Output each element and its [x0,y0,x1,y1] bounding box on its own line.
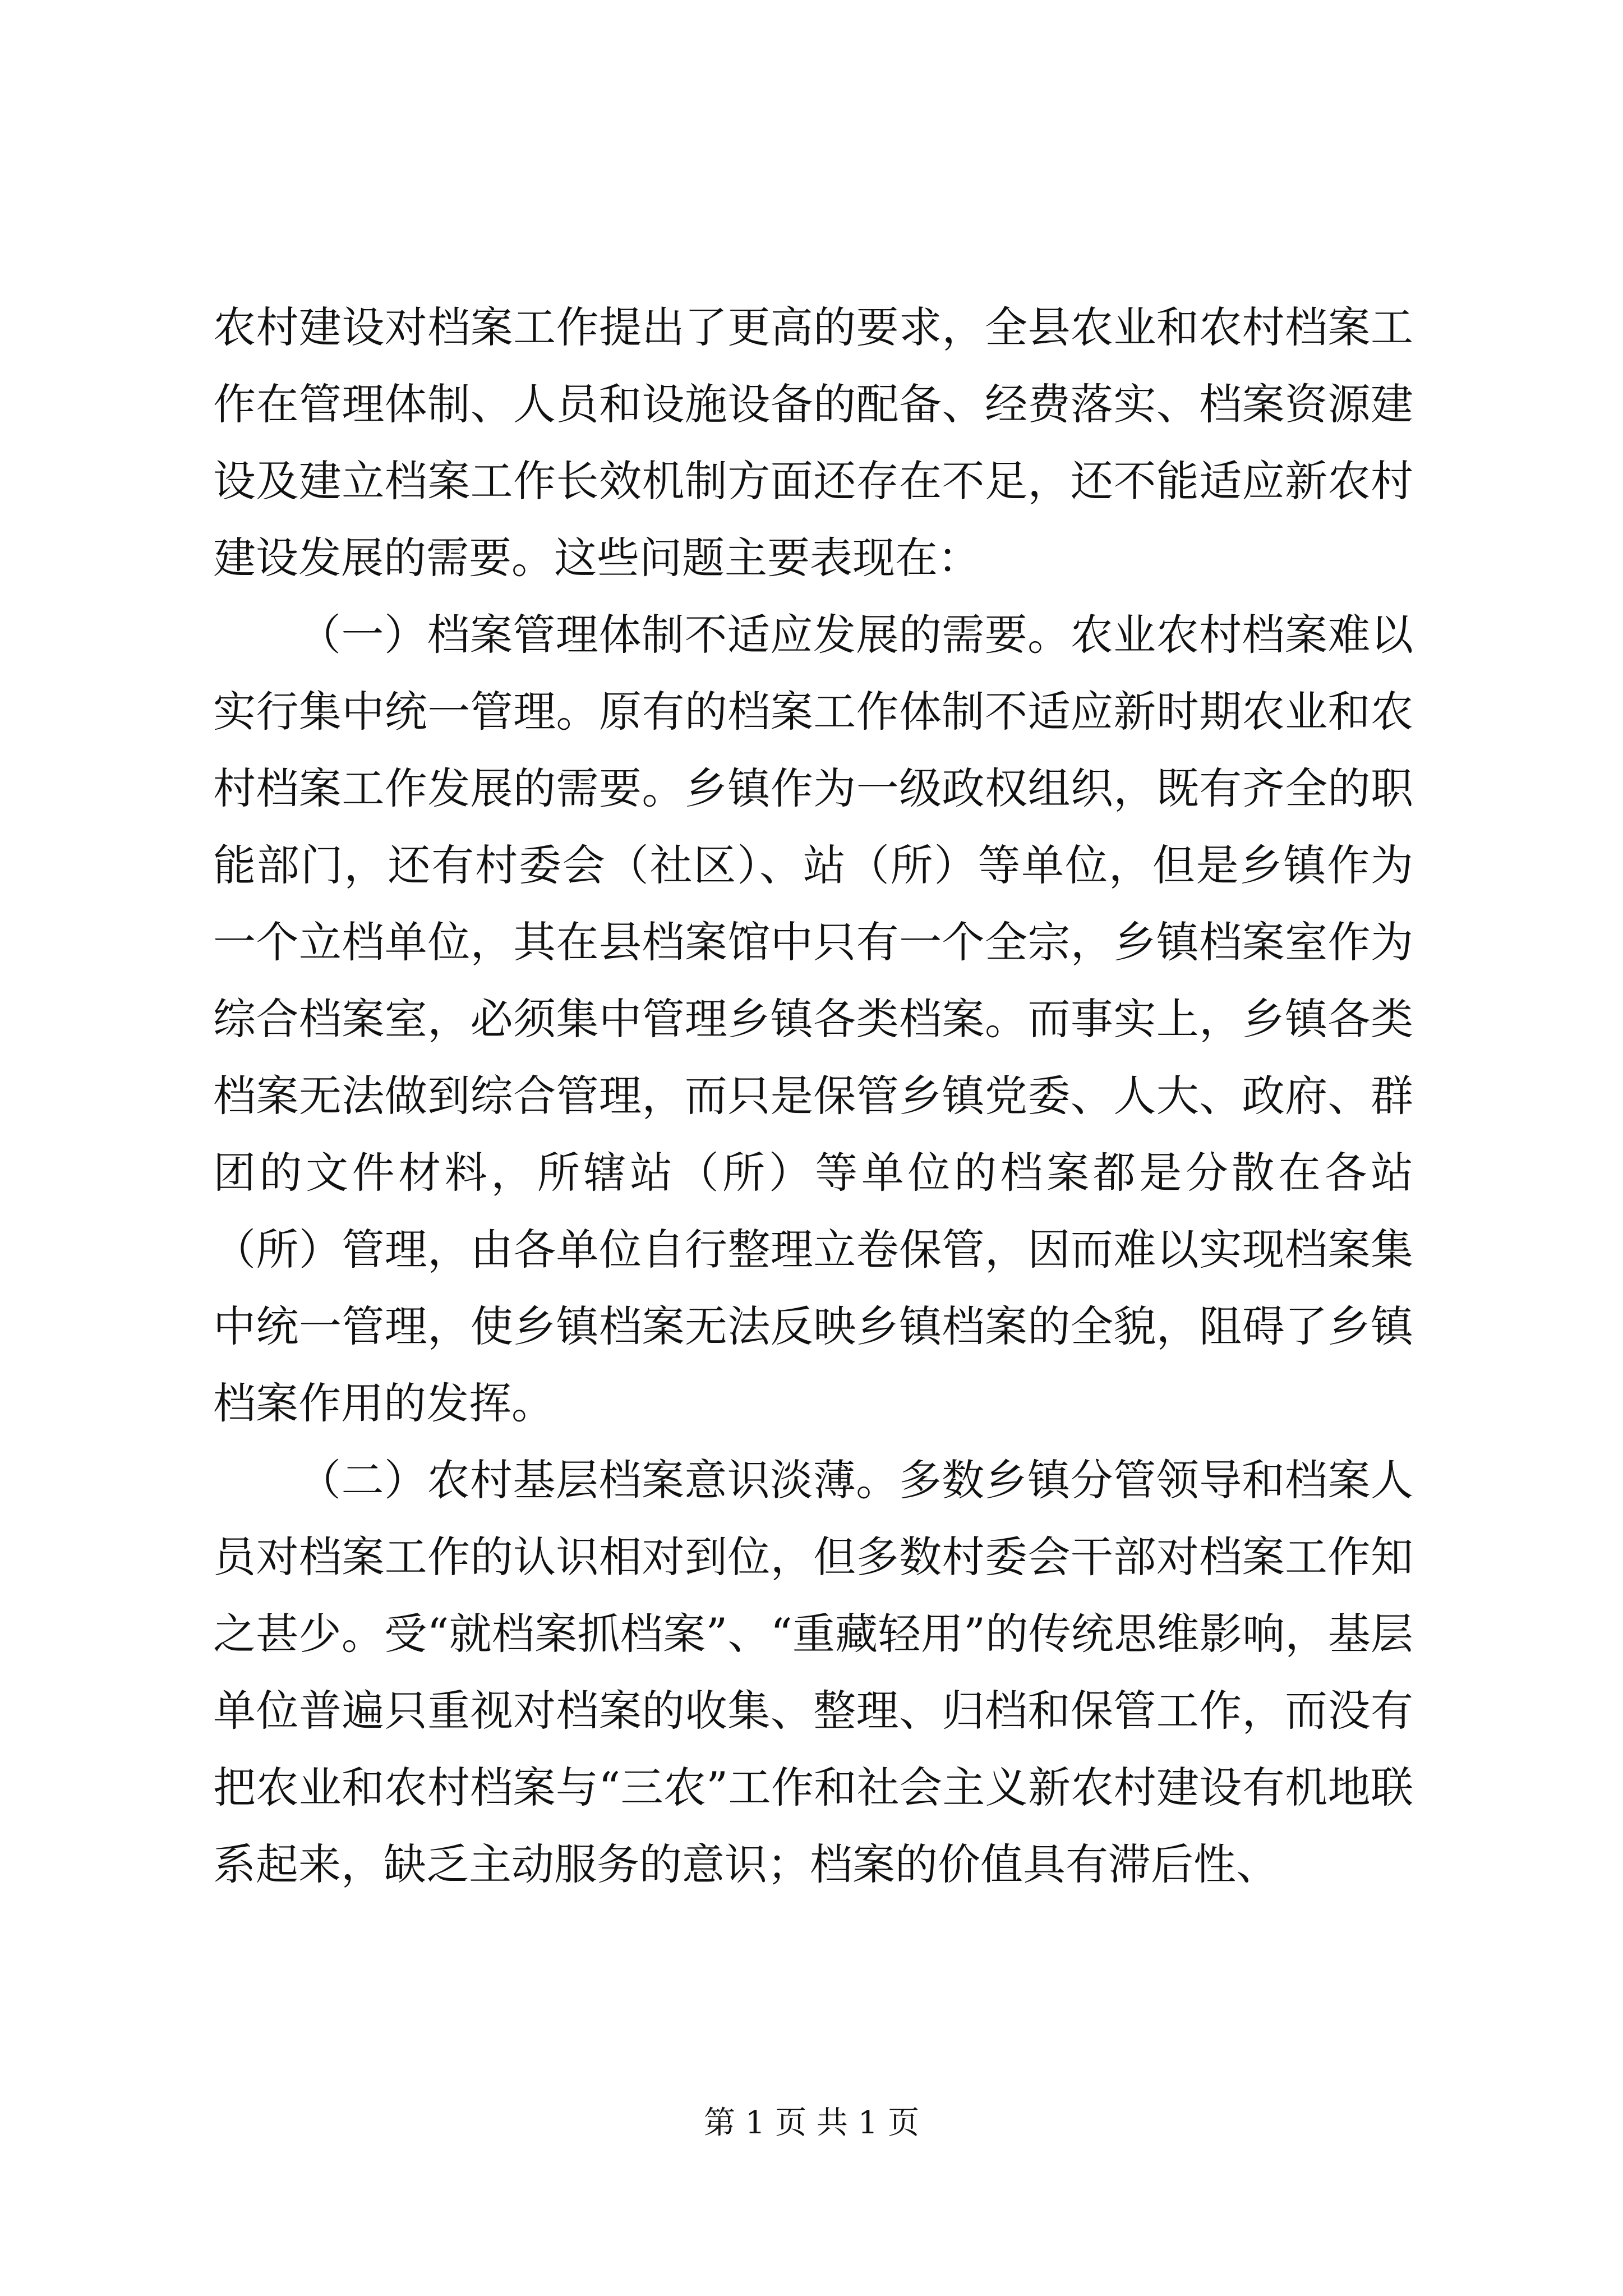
paragraph-3: （二）农村基层档案意识淡薄。多数乡镇分管领导和档案人员对档案工作的认识相对到位，但多数村委会干部对档案工作知之甚少。受“就档案抓档案”、“重藏轻用”的传统思维影响，基层单位普遍只重视对档案的收集、整理、归档和保管工作，而没有把农业和农村档案与“三农”工作和社会主义新农村建设有机地联系起来，缺乏主动服务的意识；档案的价值具有滞后性、 [213,1455,1413,1889]
document-body [213,289,1413,1903]
page-footer: 第 1 页 共 1 页 [703,2105,920,2141]
paragraph-1: 农村建设对档案工作提出了更高的要求，全县农业和农村档案工作在管理体制、人员和设施设备的配备、经费落实、档案资源建设及建立档案工作长效机制方面还存在不足，还不能适应新农村建设发展的需要。这些问题主要表现在： [213,302,1413,583]
paragraph-2: （一）档案管理体制不适应发展的需要。农业农村档案难以实行集中统一管理。原有的档案工作体制不适应新时期农业和农村档案工作发展的需要。乡镇作为一级政权组织，既有齐全的职能部门，还有村委会（社区）、站（所）等单位，但是乡镇作为一个立档单位，其在县档案馆中只有一个全宗，乡镇档案室作为综合档案室，必须集中管理乡镇各类档案。而事实上，乡镇各类档案无法做到综合管理，而只是保管乡镇党委、人大、政府、群团的文件材料，所辖站（所）等单位的档案都是分散在各站（所）管理，由各单位自行整理立卷保管，因而难以实现档案集中统一管理，使乡镇档案无法反映乡镇档案的全貌，阻碍了乡镇档案作用的发挥。 [213,610,1413,1428]
